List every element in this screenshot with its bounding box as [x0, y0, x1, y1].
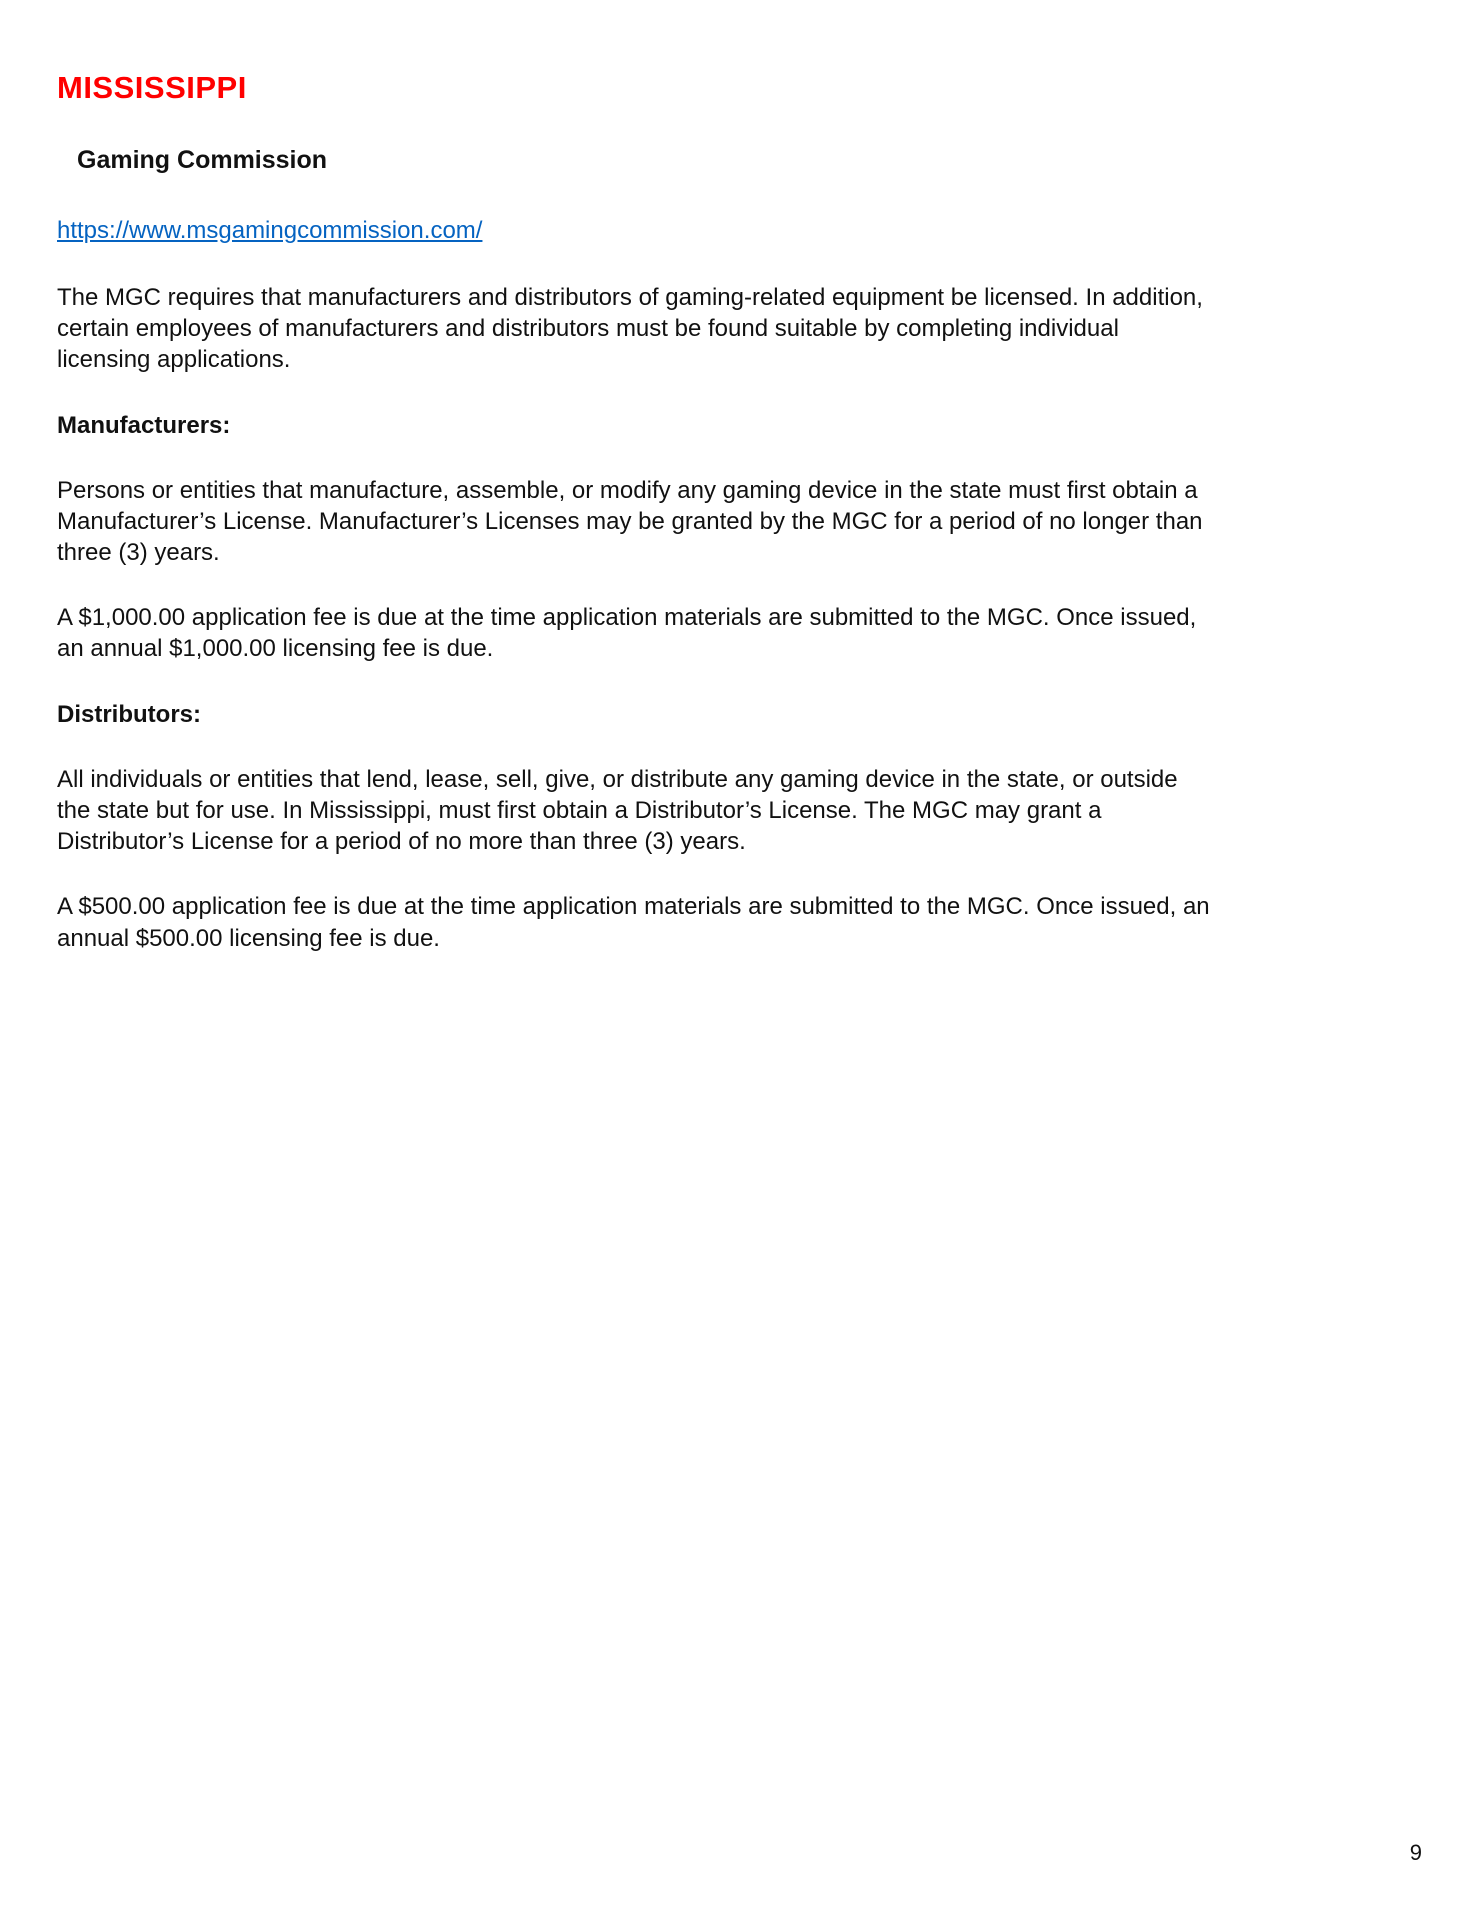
link-line	[57, 215, 1389, 246]
page-number: 9	[1409, 1840, 1422, 1866]
section-subtitle: Gaming Commission	[77, 146, 328, 175]
manufacturers-heading: Manufacturers:	[57, 411, 231, 439]
manufacturers-fee-paragraph: A $1,000.00 application fee is due at the time application materials are submitted to the MGC. Once issued, an annual $1,000.00 licensing fee is due.	[57, 604, 1197, 663]
intro-paragraph: The MGC requires that manufacturers and distributors of gaming-related equipment be licensed. In addition, certain employees of manufacturers and distributors must be found suitable by completing individual licensing applications.	[57, 283, 1203, 374]
distributors-fee-paragraph: A $500.00 application fee is due at the time application materials are submitted to the MGC. Once issued, an annual $500.00 licensing fee is due.	[57, 893, 1210, 952]
distributors-body-paragraph: All individuals or entities that lend, lease, sell, give, or distribute any gaming device in the state, or outside the state but for use. In Mississippi, must first obtain a Distributor’s License. The MGC may grant a Distributor’s License for a period of no more than three (3) years.	[57, 765, 1178, 856]
manufacturers-body-paragraph: Persons or entities that manufacture, assemble, or modify any gaming device in the state must first obtain a Manufacturer’s License. Manufacturer’s Licenses may be granted by the MGC for a period of no longer than three (3) years.	[57, 476, 1203, 567]
website-link[interactable]: https://www.msgamingcommission.com/	[57, 216, 483, 244]
distributors-heading: Distributors:	[57, 700, 201, 728]
page-title: MISSISSIPPI	[57, 70, 247, 105]
